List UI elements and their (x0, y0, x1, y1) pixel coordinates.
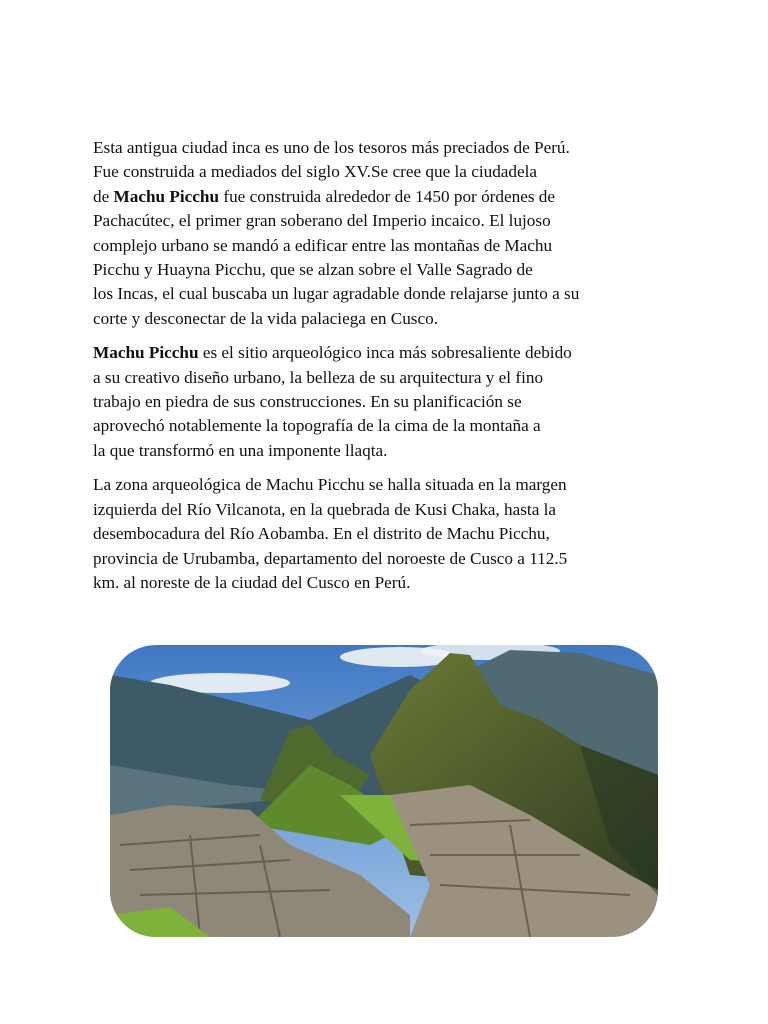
text-line: corte y desconectar de la vida palaciega en Cusco. (93, 308, 439, 328)
text-line: complejo urbano se mandó a edificar entre las montañas de Machu (93, 235, 553, 255)
text-line: Pachacútec, el primer gran soberano del Imperio incaico. El lujoso (93, 211, 551, 231)
text-line: a su creativo diseño urbano, la belleza de su arquitectura y el fino (93, 367, 544, 387)
text-line: Esta antigua ciudad inca es uno de los tesoros más preciados de Perú. (93, 138, 570, 157)
landscape-illustration (110, 645, 658, 937)
text-line: desembocadura del Río Aobamba. En el distrito de Machu Picchu, (93, 524, 550, 544)
text-line: izquierda del Río Vilcanota, en la quebrada de Kusi Chaka, hasta la (93, 499, 557, 519)
text-line: trabajo en piedra de sus construcciones. En su planificación se (93, 392, 522, 412)
paragraph-2 (93, 341, 693, 463)
machu-picchu-photo (110, 645, 658, 937)
paragraph-3 (93, 473, 693, 595)
text-line: los Incas, el cual buscaba un lugar agradable donde relajarse junto a su (93, 284, 580, 304)
bold-term: Machu Picchu (113, 186, 220, 206)
text-line: km. al noreste de la ciudad del Cusco en Perú. (93, 572, 411, 592)
text-line: Machu Picchu es el sitio arqueológico inca más sobresaliente debido (93, 343, 572, 363)
bold-term: Machu Picchu (93, 343, 199, 363)
text-line: Picchu y Huayna Picchu, que se alzan sobre el Valle Sagrado de (93, 260, 533, 280)
text-line: de Machu Picchu fue construida alrededor de 1450 por órdenes de (93, 186, 556, 206)
text-line: Fue construida a mediados del siglo XV.Se cree que la ciudadela (93, 162, 538, 182)
text-line: aprovechó notablemente la topografía de la cima de la montaña a (93, 416, 541, 436)
paragraph-1 (93, 136, 693, 331)
text-line: la que transformó en una imponente llaqta. (93, 440, 388, 460)
text-line: provincia de Urubamba, departamento del noroeste de Cusco a 112.5 (93, 548, 568, 568)
text-line: La zona arqueológica de Machu Picchu se halla situada en la margen (93, 475, 567, 495)
article-text (93, 136, 693, 605)
